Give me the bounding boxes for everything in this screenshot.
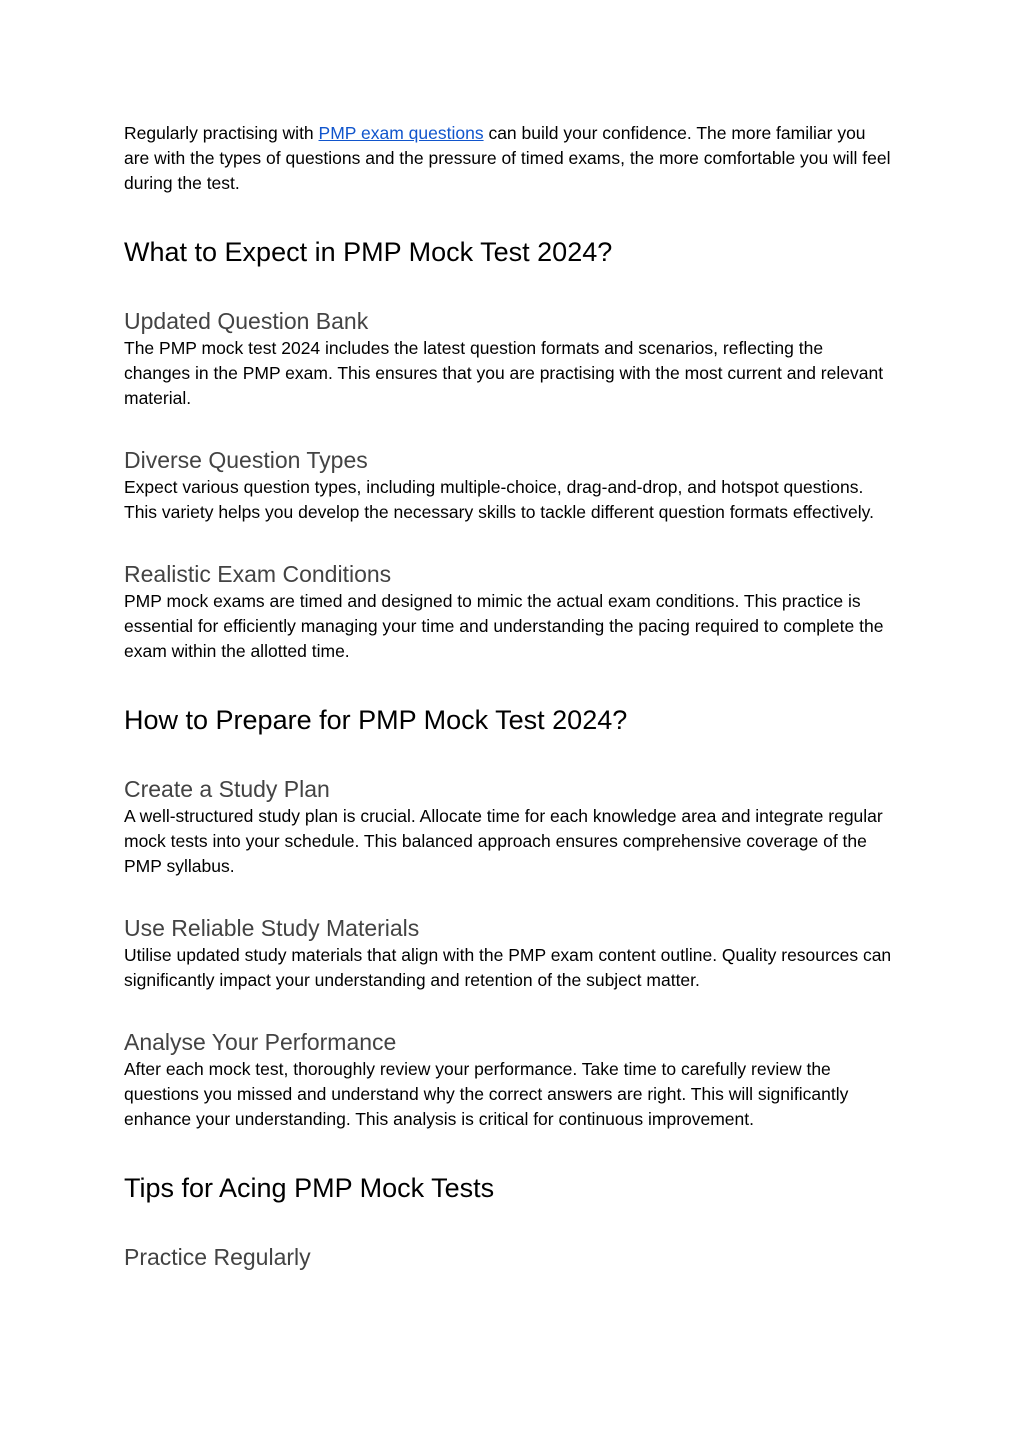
subheading-practice-regularly: Practice Regularly <box>124 1244 311 1270</box>
body-analyse-performance: After each mock test, thoroughly review your performance. Take time to carefully review the questions you missed and understand why the correct answers are right. This will significantly enhance your understanding. This analysis is critical for continuous improvement. <box>124 1059 849 1129</box>
section-heading-how-to-prepare: How to Prepare for PMP Mock Test 2024? <box>124 705 628 735</box>
intro-text-after-link: can build your confidence. The more familiar you are with the types of questions and the pressure of timed exams, the more comfortable you will feel during the test. <box>124 123 891 193</box>
intro-text-before-link: Regularly practising with <box>124 123 319 143</box>
body-realistic-exam-conditions: PMP mock exams are timed and designed to mimic the actual exam conditions. This practice is essential for efficiently managing your time and understanding the pacing required to complete the exam within the allotted time. <box>124 591 884 661</box>
body-diverse-question-types: Expect various question types, including multiple-choice, drag-and-drop, and hotspot questions. This variety helps you develop the necessary skills to tackle different question formats effectively. <box>124 477 874 522</box>
subheading-create-study-plan: Create a Study Plan <box>124 776 330 802</box>
document-page <box>124 121 894 1272</box>
subheading-updated-question-bank: Updated Question Bank <box>124 308 369 334</box>
pmp-exam-questions-link[interactable]: PMP exam questions <box>318 123 484 143</box>
subheading-reliable-study-materials: Use Reliable Study Materials <box>124 915 420 941</box>
subheading-diverse-question-types: Diverse Question Types <box>124 447 368 473</box>
body-reliable-study-materials: Utilise updated study materials that align with the PMP exam content outline. Quality resources can significantly impact your understanding and retention of the subject matter. <box>124 945 892 990</box>
section-heading-tips-for-acing: Tips for Acing PMP Mock Tests <box>124 1173 495 1203</box>
body-updated-question-bank: The PMP mock test 2024 includes the latest question formats and scenarios, reflecting the changes in the PMP exam. This ensures that you are practising with the most current and relevant material. <box>124 338 884 408</box>
body-create-study-plan: A well-structured study plan is crucial. Allocate time for each knowledge area and integrate regular mock tests into your schedule. This balanced approach ensures comprehensive coverage of the PMP syllabus. <box>124 806 883 876</box>
section-heading-what-to-expect: What to Expect in PMP Mock Test 2024? <box>124 237 613 267</box>
subheading-analyse-performance: Analyse Your Performance <box>124 1029 397 1055</box>
intro-paragraph <box>124 121 894 196</box>
subheading-realistic-exam-conditions: Realistic Exam Conditions <box>124 561 392 587</box>
